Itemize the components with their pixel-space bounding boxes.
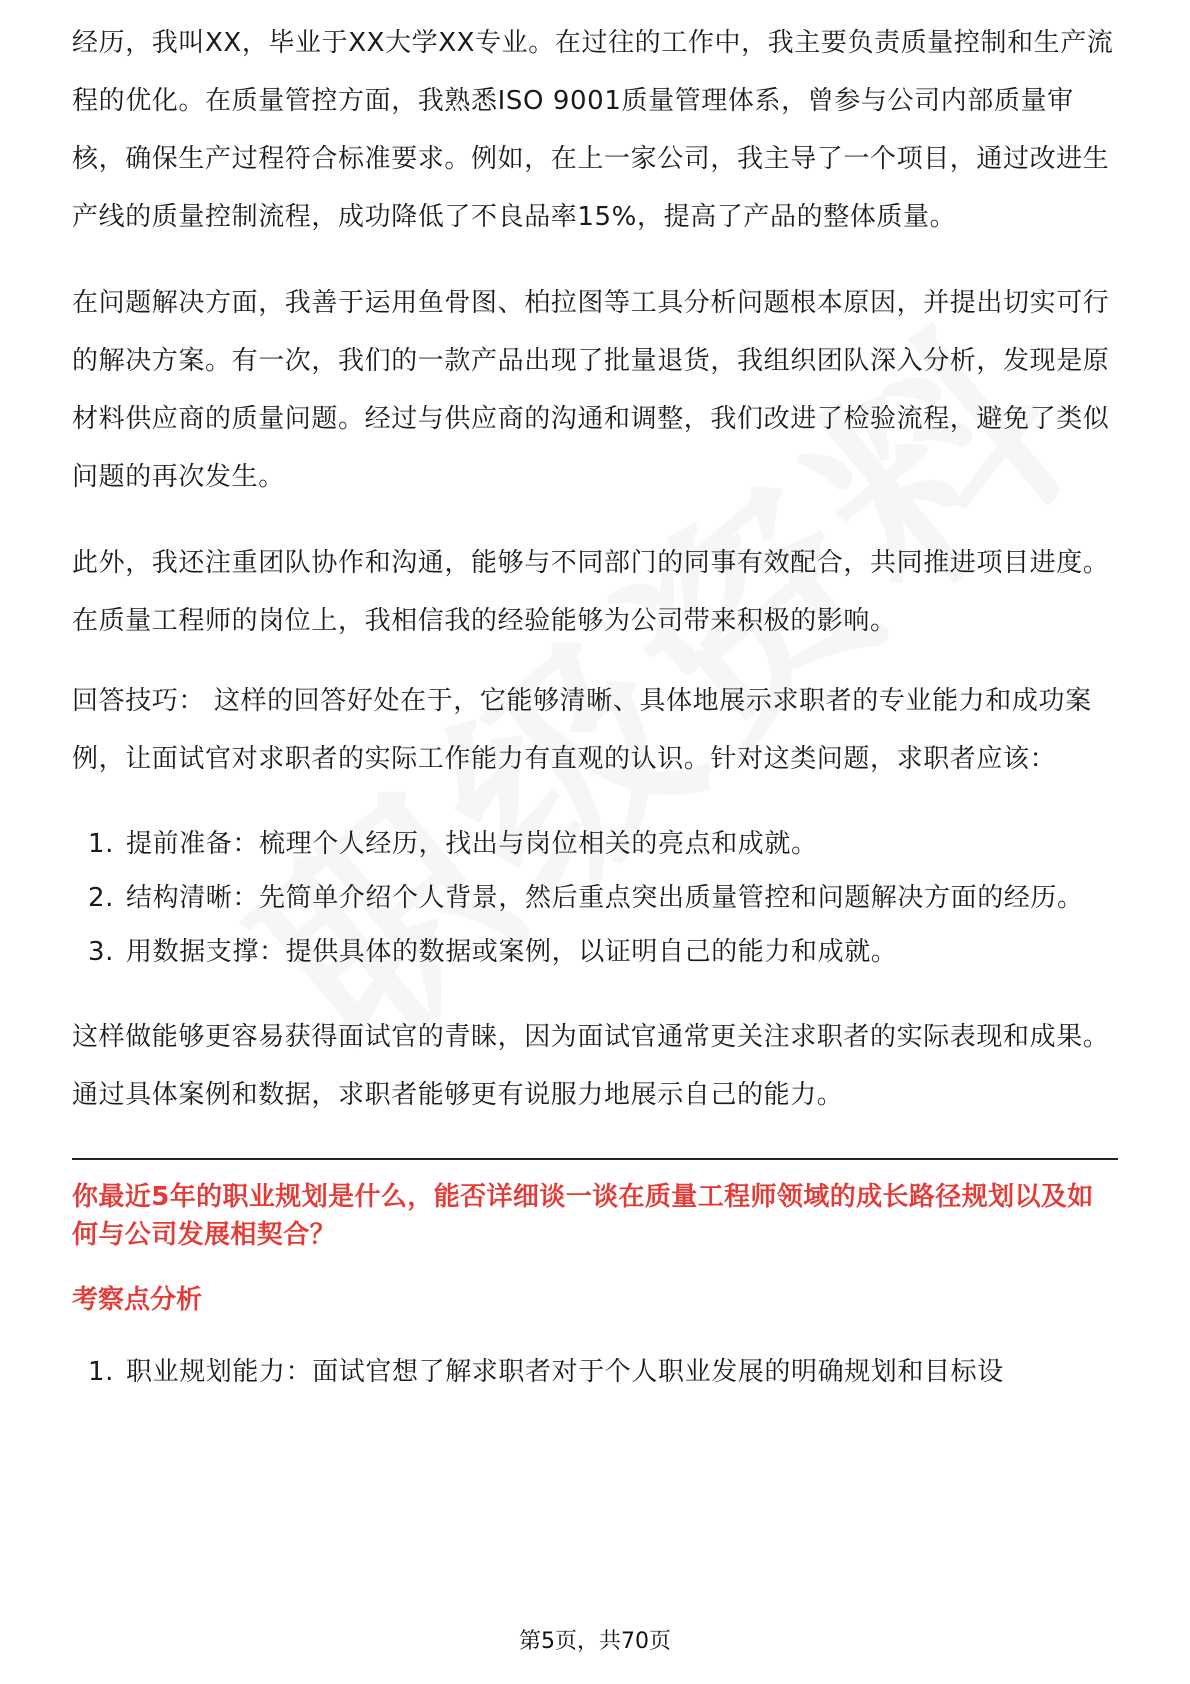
tips-list bbox=[72, 816, 1118, 980]
list-number: 3. bbox=[88, 937, 115, 967]
list-item-text: 提前准备：梳理个人经历，找出与岗位相关的亮点和成就。 bbox=[126, 829, 818, 859]
page-footer: 第5页，共70页 bbox=[519, 1629, 671, 1654]
analysis-heading: 考察点分析 bbox=[72, 1285, 203, 1315]
paragraph-teamwork: 此外，我还注重团队协作和沟通，能够与不同部门的同事有效配合，共同推进项目进度。在质量工程师的岗位上，我相信我的经验能够为公司带来积极的影响。 bbox=[72, 548, 1110, 636]
list-item bbox=[72, 816, 1118, 872]
interview-question: 你最近5年的职业规划是什么，能否详细谈一谈在质量工程师领域的成长路径规划以及如何与公司发展相契合？ bbox=[72, 1182, 1094, 1250]
list-number: 1. bbox=[88, 1357, 115, 1387]
section-divider bbox=[72, 1158, 1118, 1160]
list-item-text: 用数据支撑：提供具体的数据或案例，以证明自己的能力和成就。 bbox=[126, 937, 898, 967]
page-content bbox=[72, 22, 1118, 1400]
list-item bbox=[72, 1344, 1118, 1400]
paragraph-conclusion: 这样做能够更容易获得面试官的青睐，因为面试官通常更关注求职者的实际表现和成果。通过具体案例和数据，求职者能够更有说服力地展示自己的能力。 bbox=[72, 1022, 1110, 1110]
list-item-text: 职业规划能力：面试官想了解求职者对于个人职业发展的明确规划和目标设 bbox=[126, 1357, 1004, 1387]
paragraph-problem-solving: 在问题解决方面，我善于运用鱼骨图、柏拉图等工具分析问题根本原因，并提出切实可行的解决方案。有一次，我们的一款产品出现了批量退货，我组织团队深入分析，发现是原材料供应商的质量问题。经过与供应商的沟通和调整，我们改进了检验流程，避免了类似问题的再次发生。 bbox=[72, 288, 1110, 492]
list-number: 1. bbox=[88, 829, 115, 859]
analysis-list bbox=[72, 1344, 1118, 1400]
list-item-text: 结构清晰：先简单介绍个人背景，然后重点突出质量管控和问题解决方面的经历。 bbox=[126, 883, 1084, 913]
list-item bbox=[72, 924, 1118, 980]
list-item bbox=[72, 870, 1118, 926]
paragraph-experience: 经历，我叫XX，毕业于XX大学XX专业。在过往的工作中，我主要负责质量控制和生产流程的优化。在质量管控方面，我熟悉ISO 9001质量管理体系，曾参与公司内部质量审核，确保生产过程符合标准要求。例如，在上一家公司，我主导了一个项目，通过改进生产线的质量控制流程，成功降低了不良品率15%，提高了产品的整体质量。 bbox=[72, 28, 1114, 232]
list-number: 2. bbox=[88, 883, 115, 913]
paragraph-answer-tips: 回答技巧： 这样的回答好处在于，它能够清晰、具体地展示求职者的专业能力和成功案例，让面试官对求职者的实际工作能力有直观的认识。针对这类问题，求职者应该： bbox=[72, 686, 1092, 774]
